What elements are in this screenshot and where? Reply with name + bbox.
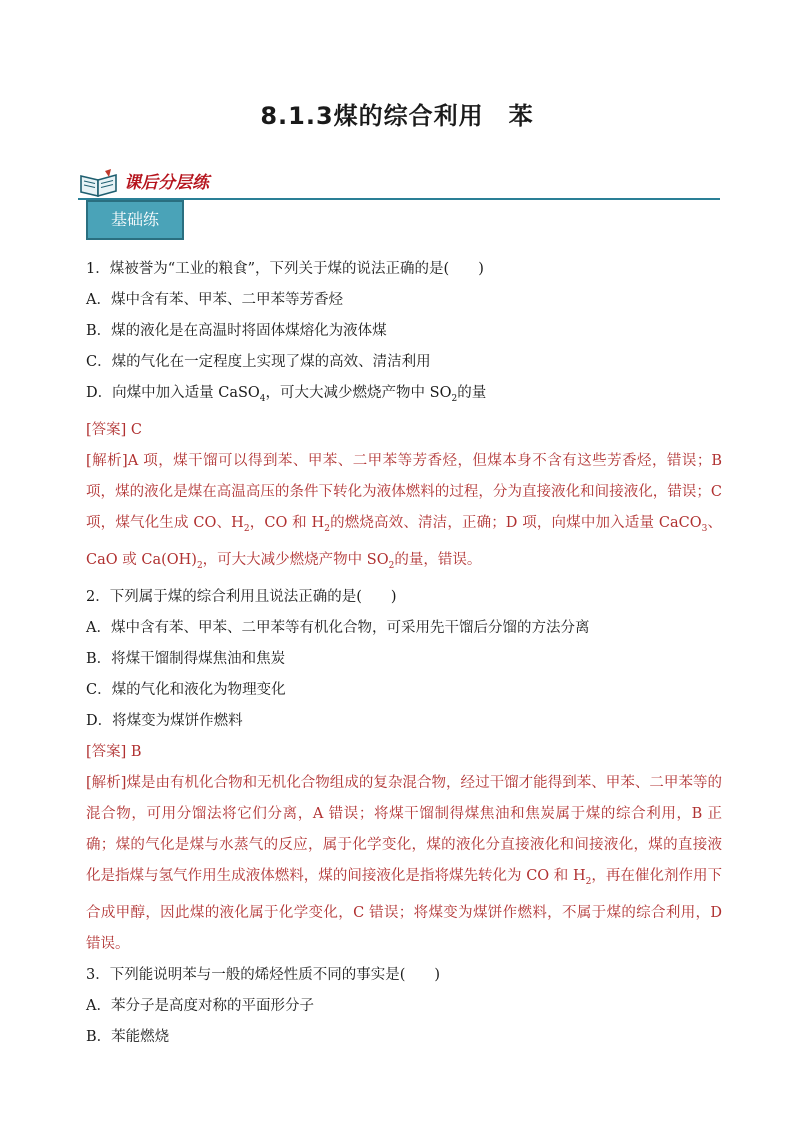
question-stem: 2．下列属于煤的综合利用且说法正确的是( ) — [86, 588, 397, 605]
explanation: [解析]A 项，煤干馏可以得到苯、甲苯、二甲苯等芳香烃，但煤本身不含有这些芳香烃，错误；B 项，煤的液化是煤在高温高压的条件下转化为液体燃料的过程，分为直接液化和间接液化，错误；C 项，煤气化生成 CO、$H_2$，CO 和 $H_2$的燃烧高效、清洁，正确；D 项，向煤中加入适量 CaCO$_3$、CaO 或 $Ca(OH)_2$，可大大减少燃烧产物中 $SO_2$的量，错误。 — [86, 452, 722, 571]
banner-label: 课后分层练 — [124, 173, 209, 193]
question-stem: 3．下列能说明苯与一般的烯烃性质不同的事实是( ) — [86, 966, 441, 983]
option-a: A．煤中含有苯、甲苯、二甲苯等有机化合物，可采用先干馏后分馏的方法分离 — [86, 619, 590, 636]
answer: [答案] B — [86, 743, 142, 760]
option-a: A．煤中含有苯、甲苯、二甲苯等芳香烃 — [86, 292, 343, 308]
question-list — [86, 254, 722, 1053]
answer: [答案] C — [86, 421, 143, 438]
explanation: [解析]煤是由有机化合物和无机化合物组成的复杂混合物，经过干馏才能得到苯、甲苯、二甲苯等的混合物，可用分馏法将它们分离，A 错误；将煤干馏制得煤焦油和焦炭属于煤的综合利用，B 正确；煤的气化是煤与水蒸气的反应，属于化学变化，煤的液化分直接液化和间接液化，煤的直接液化是指煤与氢气作用生成液体燃料，煤的间接液化是指将煤先转化为 CO 和 $H_2$，再在催化剂作用下合成甲醇，因此煤的液化属于化学变化，C 错误；将煤变为煤饼作燃料，不属于煤的综合利用，D 错误。 — [86, 774, 723, 952]
option-c: C．煤的气化和液化为物理变化 — [86, 681, 286, 698]
option-c: C．煤的气化在一定程度上实现了煤的高效、清洁利用 — [86, 354, 431, 370]
section-banner — [78, 168, 720, 202]
page-title: 8.1.3煤的综合利用 苯 — [260, 102, 534, 130]
section-tag: 基础练 — [86, 200, 184, 240]
question-stem: 1．煤被誉为“工业的粮食”，下列关于煤的说法正确的是( ) — [86, 261, 484, 277]
option-d: D．将煤变为煤饼作燃料 — [86, 712, 243, 729]
option-a: A．苯分子是高度对称的平面形分子 — [86, 997, 314, 1014]
question-1 — [86, 254, 722, 582]
option-b: B．苯能燃烧 — [86, 1028, 170, 1045]
option-b: B．将煤干馏制得煤焦油和焦炭 — [86, 650, 286, 667]
option-b: B．煤的液化是在高温时将固体煤熔化为液体煤 — [86, 323, 387, 339]
question-3 — [86, 960, 722, 1053]
option-d: D．向煤中加入适量 CaSO$_4$，可大大减少燃烧产物中 $SO_2$的量 — [86, 385, 487, 404]
question-2 — [86, 582, 722, 960]
book-icon — [78, 168, 120, 198]
